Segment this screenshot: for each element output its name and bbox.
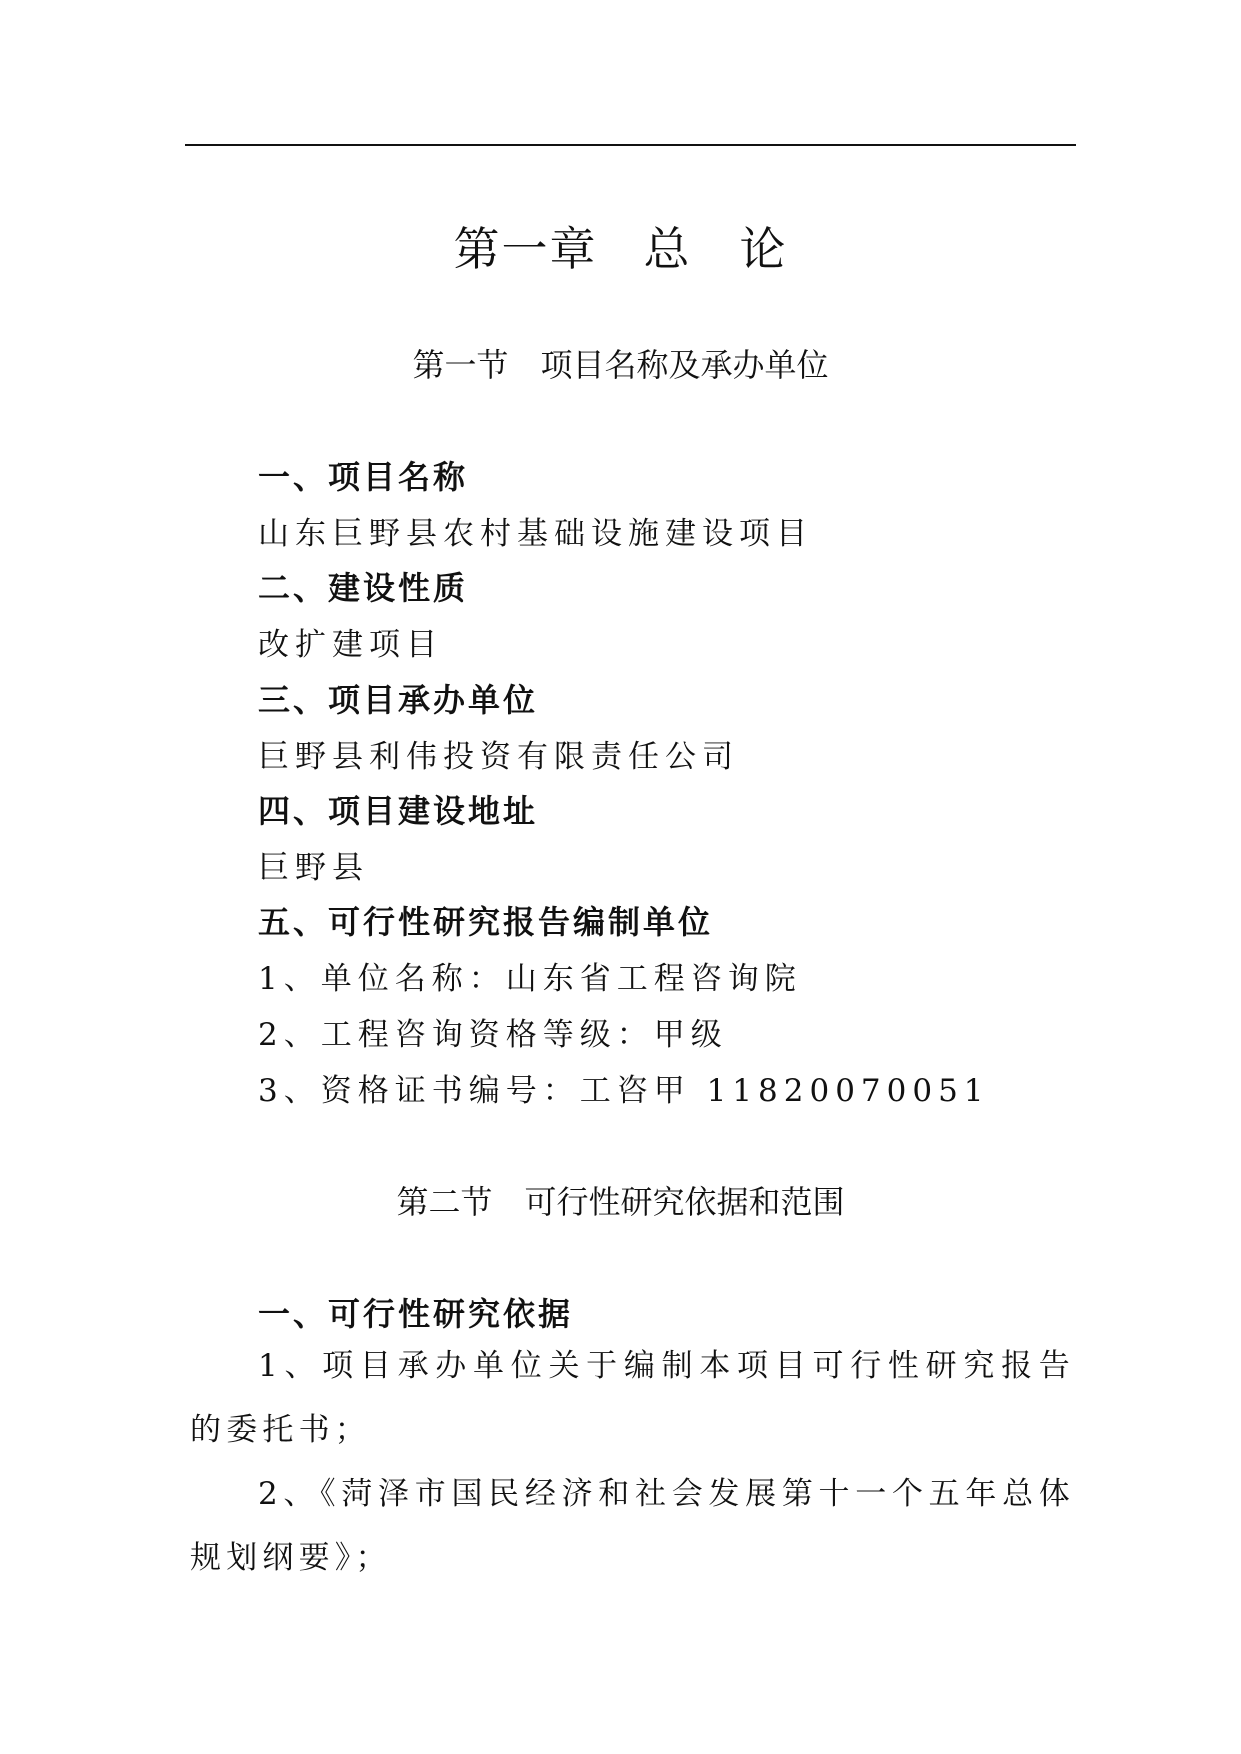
section-1-number: 第一节 xyxy=(412,346,509,384)
section-2-title xyxy=(0,1177,1241,1223)
value-project-name: 山东巨野县农村基础设施建设项目 xyxy=(258,516,813,552)
value-undertaking-unit: 巨野县利伟投资有限责任公司 xyxy=(258,739,739,775)
heading-undertaking-unit: 三、项目承办单位 xyxy=(258,681,539,719)
heading-study-basis: 一、可行性研究依据 xyxy=(258,1295,574,1333)
heading-construction-nature: 二、建设性质 xyxy=(258,569,469,607)
value-construction-site: 巨野县 xyxy=(258,850,369,886)
detail-unit-name: 1、单位名称：山东省工程咨询院 xyxy=(258,961,802,997)
basis-paragraph-2: 2、《菏泽市国民经济和社会发展第十一个五年总体规划纲要》； xyxy=(190,1476,1075,1576)
header-rule xyxy=(185,144,1076,146)
section-1-name: 项目名称及承办单位 xyxy=(540,346,829,384)
chapter-title xyxy=(0,213,1241,279)
basis-paragraph-1: 1、项目承办单位关于编制本项目可行性研究报告的委托书； xyxy=(190,1348,1075,1448)
section-2-number: 第二节 xyxy=(396,1183,493,1221)
section-1-title xyxy=(0,340,1241,386)
heading-report-compiler: 五、可行性研究报告编制单位 xyxy=(258,903,714,941)
heading-construction-site: 四、项目建设地址 xyxy=(258,792,539,830)
chapter-name: 总 论 xyxy=(643,222,788,276)
detail-qualification-level: 2、工程咨询资格等级：甲级 xyxy=(258,1017,728,1053)
heading-project-name: 一、项目名称 xyxy=(258,458,469,496)
chapter-prefix: 第一章 xyxy=(453,222,598,276)
section-2-name: 可行性研究依据和范围 xyxy=(524,1183,845,1221)
detail-certificate-number: 3、资格证书编号：工咨甲 11820070051 xyxy=(258,1073,990,1109)
value-construction-nature: 改扩建项目 xyxy=(258,627,443,663)
